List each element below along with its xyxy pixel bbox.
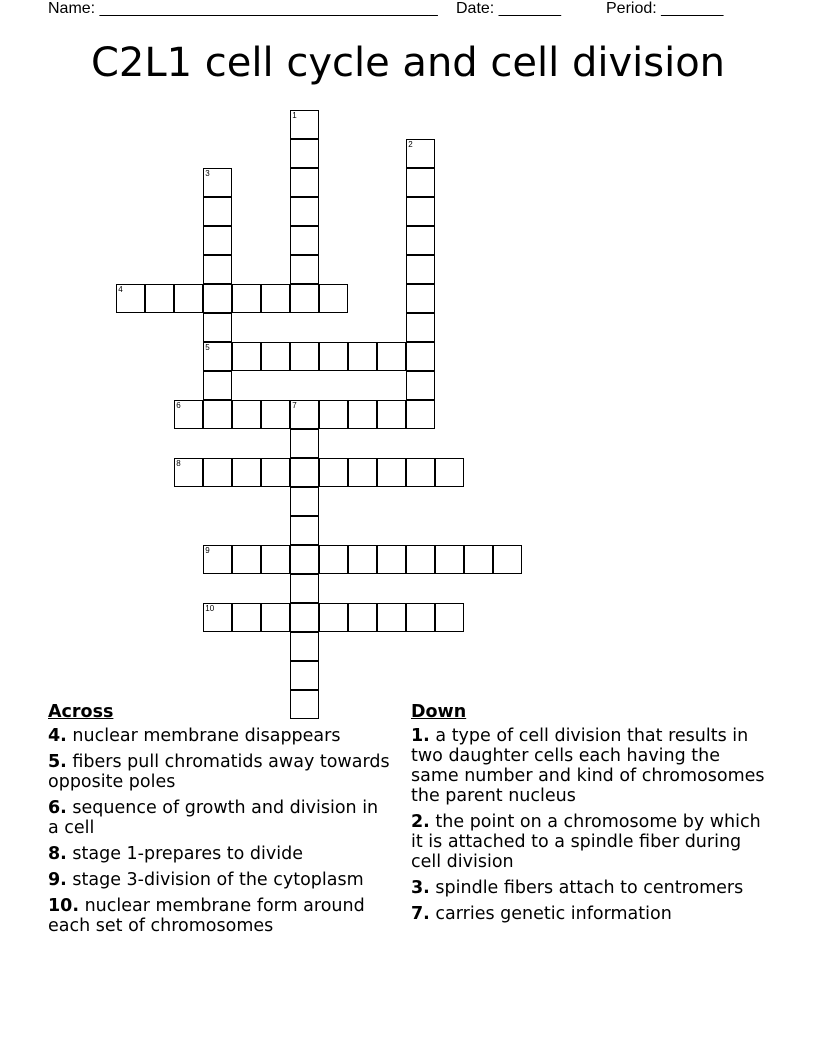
clue-number: 8	[176, 459, 181, 468]
grid-cell[interactable]	[406, 458, 435, 487]
grid-cell[interactable]	[406, 226, 435, 255]
clue-text: stage 3-division of the cytoplasm	[72, 870, 364, 890]
grid-cell[interactable]	[348, 603, 377, 632]
clue-number: 6.	[48, 798, 67, 818]
grid-cell[interactable]	[116, 284, 145, 313]
across-clue	[48, 752, 393, 792]
grid-cell[interactable]	[203, 371, 232, 400]
clue-number: 3	[205, 169, 210, 178]
grid-cell[interactable]	[261, 458, 290, 487]
grid-cell[interactable]	[377, 603, 406, 632]
grid-cell[interactable]	[203, 400, 232, 429]
grid-cell[interactable]	[377, 545, 406, 574]
grid-cell[interactable]	[290, 400, 319, 429]
clue-number: 5	[205, 343, 210, 352]
grid-cell[interactable]	[232, 400, 261, 429]
grid-cell[interactable]	[232, 545, 261, 574]
period-field[interactable]: Period: _______	[606, 0, 724, 17]
down-clue	[411, 878, 771, 898]
across-clue	[48, 896, 393, 936]
grid-cell[interactable]	[319, 284, 348, 313]
grid-cell[interactable]	[261, 603, 290, 632]
grid-cell[interactable]	[232, 458, 261, 487]
grid-cell[interactable]	[377, 458, 406, 487]
clue-number: 1	[292, 111, 297, 120]
down-heading: Down	[411, 702, 467, 722]
grid-cell[interactable]	[203, 342, 232, 371]
grid-cell[interactable]	[464, 545, 493, 574]
down-clue	[411, 812, 771, 872]
grid-cell[interactable]	[203, 313, 232, 342]
grid-cell[interactable]	[377, 342, 406, 371]
grid-cell[interactable]	[319, 545, 348, 574]
grid-cell[interactable]	[319, 400, 348, 429]
clue-number: 10	[205, 604, 215, 613]
clue-text: carries genetic information	[435, 904, 672, 924]
grid-cell[interactable]	[232, 284, 261, 313]
grid-cell[interactable]	[174, 284, 203, 313]
grid-cell[interactable]	[290, 255, 319, 284]
grid-cell[interactable]	[203, 458, 232, 487]
grid-cell[interactable]	[435, 458, 464, 487]
clue-number: 9	[205, 546, 210, 555]
down-clue	[411, 726, 771, 806]
grid-cell[interactable]	[406, 603, 435, 632]
grid-cell[interactable]	[290, 458, 319, 487]
grid-cell[interactable]	[203, 603, 232, 632]
grid-cell[interactable]	[203, 284, 232, 313]
down-clues	[411, 702, 771, 930]
page-title: C2L1 cell cycle and cell division	[90, 40, 726, 86]
clue-text: stage 1-prepares to divide	[72, 844, 303, 864]
grid-cell[interactable]	[290, 661, 319, 690]
grid-cell[interactable]	[319, 342, 348, 371]
clue-number: 8.	[48, 844, 67, 864]
grid-cell[interactable]	[203, 197, 232, 226]
clue-number: 7	[292, 401, 297, 410]
grid-cell[interactable]	[290, 342, 319, 371]
grid-cell[interactable]	[290, 197, 319, 226]
clue-number: 2	[408, 140, 413, 149]
clue-text: sequence of growth and division in a cell	[48, 798, 379, 838]
grid-cell[interactable]	[406, 284, 435, 313]
grid-cell[interactable]	[406, 255, 435, 284]
clue-number: 10.	[48, 896, 80, 916]
date-field[interactable]: Date: _______	[456, 0, 561, 17]
grid-cell[interactable]	[261, 284, 290, 313]
grid-cell[interactable]	[435, 545, 464, 574]
clue-number: 6	[176, 401, 181, 410]
grid-cell[interactable]	[348, 545, 377, 574]
grid-cell[interactable]	[261, 400, 290, 429]
grid-cell[interactable]	[145, 284, 174, 313]
clue-number: 9.	[48, 870, 67, 890]
across-heading: Across	[48, 702, 114, 722]
grid-cell[interactable]	[406, 545, 435, 574]
grid-cell[interactable]	[406, 313, 435, 342]
clue-number: 4	[118, 285, 123, 294]
grid-cell[interactable]	[290, 603, 319, 632]
name-field[interactable]: Name: ______________________________________	[48, 0, 438, 17]
grid-cell[interactable]	[203, 226, 232, 255]
across-clue	[48, 844, 393, 864]
grid-cell[interactable]	[290, 110, 319, 139]
grid-cell[interactable]	[290, 139, 319, 168]
grid-cell[interactable]	[174, 400, 203, 429]
grid-cell[interactable]	[290, 487, 319, 516]
clue-number: 4.	[48, 726, 67, 746]
grid-cell[interactable]	[290, 516, 319, 545]
grid-cell[interactable]	[348, 458, 377, 487]
grid-cell[interactable]	[203, 545, 232, 574]
clue-number: 5.	[48, 752, 67, 772]
clue-text: nuclear membrane form around each set of chromosomes	[48, 896, 365, 936]
grid-cell[interactable]	[319, 458, 348, 487]
grid-cell[interactable]	[203, 168, 232, 197]
grid-cell[interactable]	[174, 458, 203, 487]
across-clue	[48, 798, 393, 838]
grid-cell[interactable]	[290, 168, 319, 197]
clue-number: 7.	[411, 904, 430, 924]
clue-text: a type of cell division that results in two daughter cells each having the same number and kind of chromosomes the parent nucleus	[411, 726, 765, 806]
down-clue	[411, 904, 771, 924]
clue-text: spindle fibers attach to centromers	[435, 878, 744, 898]
grid-cell[interactable]	[493, 545, 522, 574]
grid-cell[interactable]	[406, 400, 435, 429]
clue-text: fibers pull chromatids away towards opposite poles	[48, 752, 390, 792]
grid-cell[interactable]	[203, 255, 232, 284]
grid-cell[interactable]	[232, 342, 261, 371]
across-clue	[48, 726, 393, 746]
grid-cell[interactable]	[435, 603, 464, 632]
clue-text: the point on a chromosome by which it is attached to a spindle fiber during cell division	[411, 812, 761, 872]
grid-cell[interactable]	[377, 400, 406, 429]
grid-cell[interactable]	[290, 226, 319, 255]
grid-cell[interactable]	[406, 168, 435, 197]
grid-cell[interactable]	[319, 603, 348, 632]
grid-cell[interactable]	[348, 342, 377, 371]
grid-cell[interactable]	[406, 342, 435, 371]
grid-cell[interactable]	[290, 284, 319, 313]
grid-cell[interactable]	[232, 603, 261, 632]
grid-cell[interactable]	[290, 545, 319, 574]
across-clues	[48, 702, 393, 942]
clue-number: 1.	[411, 726, 430, 746]
grid-cell[interactable]	[406, 371, 435, 400]
grid-cell[interactable]	[261, 545, 290, 574]
clue-number: 3.	[411, 878, 430, 898]
grid-cell[interactable]	[348, 400, 377, 429]
grid-cell[interactable]	[406, 139, 435, 168]
grid-cell[interactable]	[406, 197, 435, 226]
grid-cell[interactable]	[290, 632, 319, 661]
across-clue	[48, 870, 393, 890]
clue-number: 2.	[411, 812, 430, 832]
grid-cell[interactable]	[261, 342, 290, 371]
clue-text: nuclear membrane disappears	[72, 726, 341, 746]
grid-cell[interactable]	[290, 429, 319, 458]
grid-cell[interactable]	[290, 574, 319, 603]
